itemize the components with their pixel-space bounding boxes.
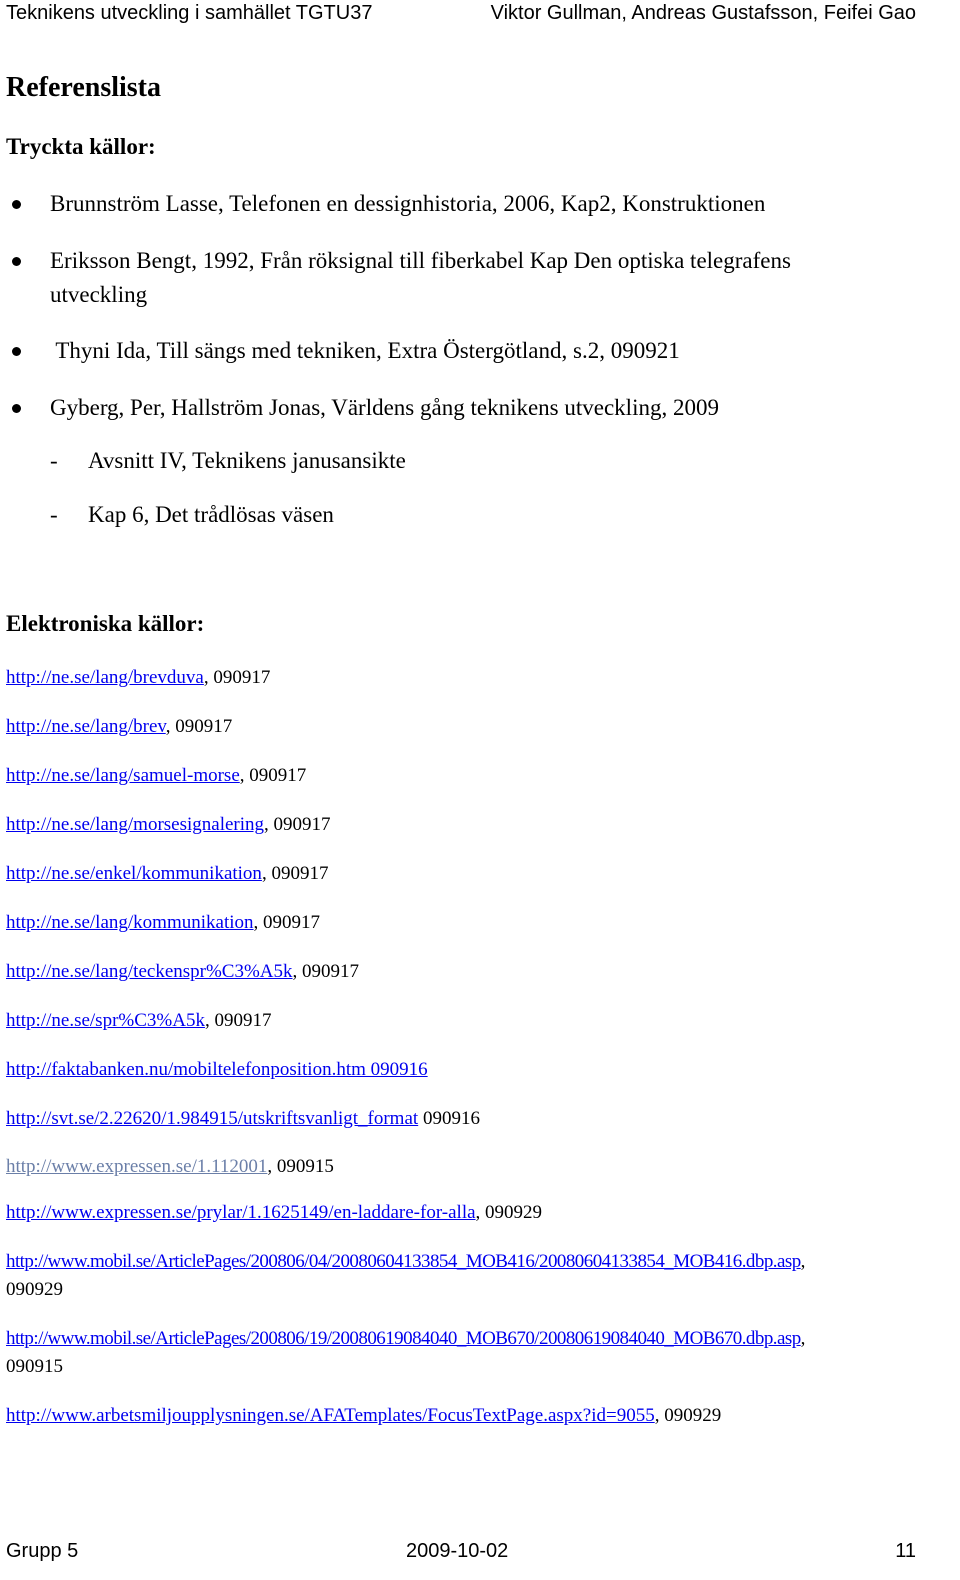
- printed-sources-heading: Tryckta källor:: [6, 134, 156, 159]
- reference-link[interactable]: http://ne.se/lang/brev: [6, 716, 166, 737]
- reference-link[interactable]: http://ne.se/enkel/kommunikation: [6, 863, 262, 884]
- printed-source-subitem: Avsnitt IV, Teknikens janusansikte: [88, 448, 406, 473]
- reference-link[interactable]: http://ne.se/lang/brevduva: [6, 667, 204, 688]
- bullet-icon: [12, 404, 21, 413]
- footer-group: Grupp 5: [6, 1540, 79, 1562]
- reference-line: http://www.expressen.se/1.112001, 090915: [6, 1156, 334, 1177]
- reference-line: http://www.arbetsmiljoupplysningen.se/AFATemplates/FocusTextPage.aspx?id=9055, 090929: [6, 1405, 722, 1426]
- reference-link[interactable]: http://www.arbetsmiljoupplysningen.se/AFATemplates/FocusTextPage.aspx?id=9055: [6, 1405, 655, 1426]
- printed-source-item: Thyni Ida, Till sängs med tekniken, Extra Östergötland, s.2, 090921: [50, 338, 680, 363]
- reference-link[interactable]: http://ne.se/lang/samuel-morse: [6, 765, 240, 786]
- page-footer: [0, 1540, 960, 1568]
- header-authors: Viktor Gullman, Andreas Gustafsson, Feifei Gao: [490, 2, 916, 24]
- reference-link[interactable]: http://ne.se/lang/kommunikation: [6, 912, 254, 933]
- bullet-icon: [12, 257, 21, 266]
- bullet-icon: [12, 200, 21, 209]
- reference-link[interactable]: http://ne.se/lang/teckenspr%C3%A5k: [6, 961, 293, 982]
- reference-link[interactable]: http://www.expressen.se/1.112001: [6, 1156, 268, 1177]
- bullet-icon: [12, 347, 21, 356]
- reference-link[interactable]: http://www.mobil.se/ArticlePages/200806/04/20080604133854_MOB416/20080604133854_MOB416.dbp.asp: [6, 1251, 801, 1272]
- reference-line: http://www.expressen.se/prylar/1.1625149/en-laddare-for-alla, 090929: [6, 1202, 543, 1223]
- printed-source-item: Eriksson Bengt, 1992, Från röksignal till fiberkabel Kap Den optiska telegrafens: [50, 248, 791, 273]
- reference-link[interactable]: http://www.mobil.se/ArticlePages/200806/19/20080619084040_MOB670/20080619084040_MOB670.dbp.asp: [6, 1328, 801, 1349]
- reference-link[interactable]: http://svt.se/2.22620/1.984915/utskriftsvanligt_format: [6, 1108, 419, 1129]
- reference-link[interactable]: http://faktabanken.nu/mobiltelefonposition.htm 090916: [6, 1059, 428, 1080]
- reference-line: [6, 1056, 428, 1084]
- reference-line: http://ne.se/lang/samuel-morse, 090917: [6, 765, 307, 786]
- reference-link[interactable]: http://www.expressen.se/prylar/1.1625149/en-laddare-for-alla: [6, 1202, 476, 1223]
- header-course: Teknikens utveckling i samhället TGTU37: [6, 2, 373, 24]
- reference-line: http://www.mobil.se/ArticlePages/200806/19/20080619084040_MOB670/20080619084040_MOB670.dbp.asp,: [6, 1328, 806, 1349]
- reference-line: http://ne.se/enkel/kommunikation, 090917: [6, 863, 329, 884]
- printed-source-item: Brunnström Lasse, Telefonen en dessignhistoria, 2006, Kap2, Konstruktionen: [50, 191, 766, 216]
- reference-line: http://ne.se/spr%C3%A5k, 090917: [6, 1010, 272, 1031]
- reference-line: http://ne.se/lang/kommunikation, 090917: [6, 912, 321, 933]
- reference-link[interactable]: http://ne.se/spr%C3%A5k: [6, 1010, 205, 1031]
- reference-line-continued: 090929: [6, 1279, 63, 1300]
- dash-marker: -: [50, 448, 58, 473]
- reference-line: http://ne.se/lang/brevduva, 090917: [6, 667, 271, 688]
- page-title: Referenslista: [6, 72, 161, 103]
- reference-line-continued: 090915: [6, 1356, 63, 1377]
- printed-source-item: Gyberg, Per, Hallström Jonas, Världens gång teknikens utveckling, 2009: [50, 395, 719, 420]
- page-header: [0, 0, 960, 28]
- reference-link[interactable]: http://ne.se/lang/morsesignalering: [6, 814, 265, 835]
- reference-line: http://ne.se/lang/brev, 090917: [6, 716, 233, 737]
- footer-date: 2009-10-02: [406, 1540, 509, 1562]
- footer-page-number: 11: [895, 1540, 916, 1562]
- reference-line: http://svt.se/2.22620/1.984915/utskriftsvanligt_format 090916: [6, 1108, 480, 1129]
- electronic-sources-heading: Elektroniska källor:: [6, 611, 205, 636]
- printed-source-subitem: Kap 6, Det trådlösas väsen: [88, 502, 334, 527]
- reference-line: http://ne.se/lang/teckenspr%C3%A5k, 090917: [6, 961, 360, 982]
- reference-line: http://www.mobil.se/ArticlePages/200806/04/20080604133854_MOB416/20080604133854_MOB416.dbp.asp,: [6, 1251, 806, 1272]
- reference-line: http://ne.se/lang/morsesignalering, 090917: [6, 814, 331, 835]
- dash-marker: -: [50, 502, 58, 527]
- printed-source-item-continued: utveckling: [50, 282, 148, 307]
